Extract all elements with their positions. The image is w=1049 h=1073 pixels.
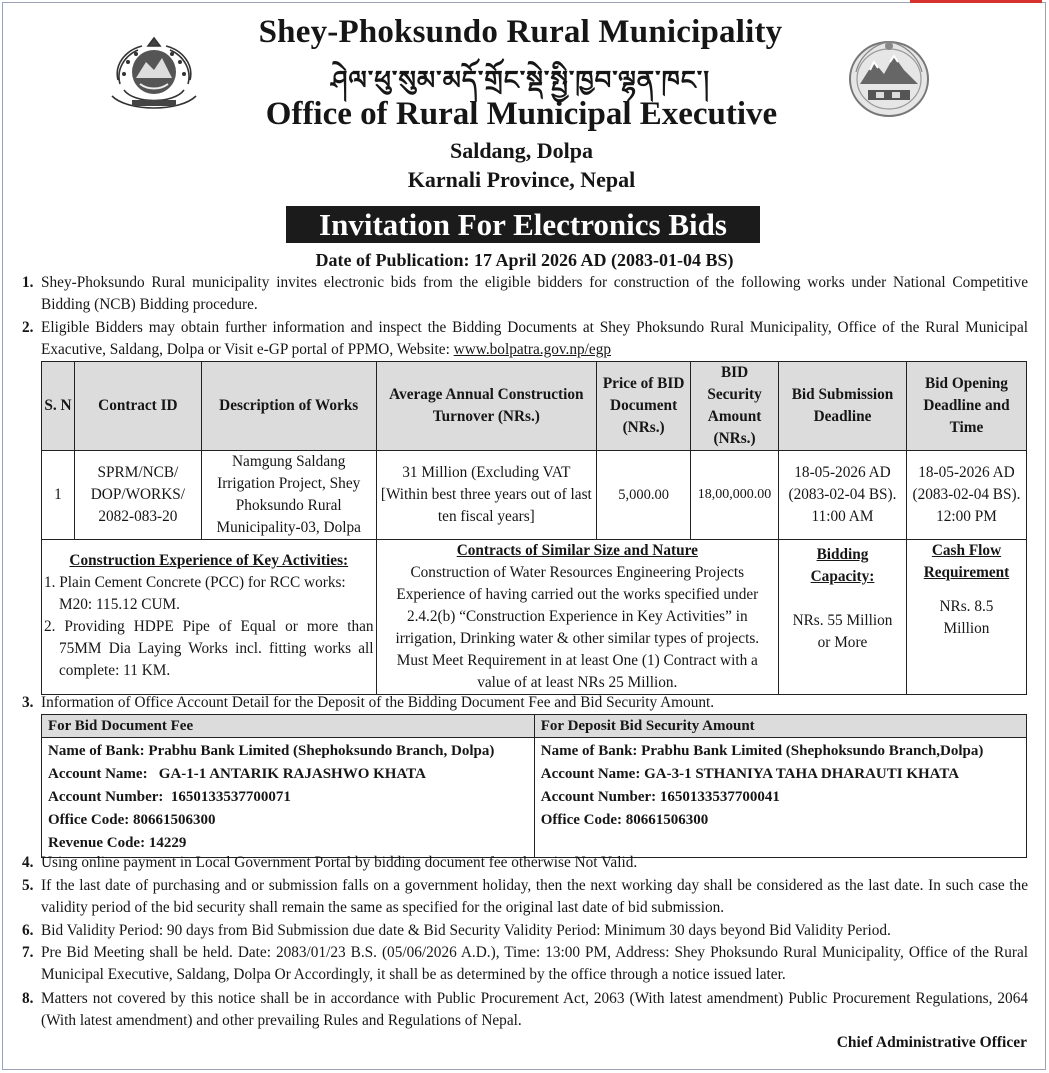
paragraph-number: 5. (22, 877, 34, 894)
similar-contracts-text: Construction of Water Resources Engineering Projects Experience of having carried out the works specified under 2.4.2(b) “Construction Experience in Key Activities” in irrigation, Drinking water & other similar types of projects. Must Meet Requirement in at least One (1) Contract with a value of at least NRs 25 Million. (395, 564, 760, 691)
similar-contracts-heading: Contracts of Similar Size and Nature (456, 542, 698, 559)
key-activities-heading: Construction Experience of Key Activities: (69, 552, 349, 569)
column-header-sn: S. N (42, 362, 75, 451)
security-details (534, 738, 1026, 858)
paragraph-2 (22, 317, 1028, 361)
key-activities-list (44, 572, 374, 682)
paragraph-3 (22, 692, 1028, 714)
cell-cash-flow (906, 540, 1026, 695)
column-header-security: BID Security Amount (NRs.) (691, 362, 779, 451)
paragraph-number: 8. (22, 990, 34, 1007)
cell-bidding-capacity (779, 540, 907, 695)
municipality-title: Shey-Phoksundo Rural Municipality (258, 14, 783, 50)
paragraph-text: Shey-Phoksundo Rural municipality invites electronic bids from the eligible bidders for construction of the following works under National Competitive Bidding (NCB) Bidding procedure. (41, 274, 1028, 313)
paragraph-2-text: Eligible Bidders may obtain further information and inspect the Bidding Documents at Shey Phoksundo Rural Municipality, Office of the Rural Municipal Exacutive, Saldang, Dolpa or Visit e-GP portal of PPMO, Website: (41, 319, 1028, 358)
paragraph-5 (22, 875, 1028, 919)
cell-turnover: 31 Million (Excluding VAT [Within best three years out of last ten fiscal years] (376, 451, 597, 540)
works-table (41, 361, 1027, 695)
cell-security: 18,00,000.00 (691, 451, 779, 540)
paragraph-text: Using online payment in Local Government Portal by bidding document fee otherwise Not Valid. (41, 854, 638, 871)
bidding-capacity-heading: Bidding Capacity: (810, 546, 875, 585)
doc-fee-heading: For Bid Document Fee (42, 715, 535, 738)
paragraph-text: Bid Validity Period: 90 days from Bid Submission due date & Bid Security Validity Period: Minimum 30 days beyond Bid Validity Period. (41, 922, 891, 939)
publication-date: Date of Publication: 17 April 2026 AD (2083-01-04 BS) (315, 250, 734, 270)
security-account-number: Account Number: 1650133537700041 (540, 789, 780, 805)
paragraph-number: 6. (22, 922, 34, 939)
top-accent-bar (910, 0, 1042, 3)
paragraph-number: 4. (22, 854, 34, 871)
requirements-row (42, 540, 1027, 695)
paragraph-1 (22, 272, 1028, 316)
cell-doc-price: 5,000.00 (597, 451, 691, 540)
table-header-row (42, 362, 1027, 451)
bank-details-table (41, 714, 1027, 858)
column-header-doc-price: Price of BID Document (NRs.) (597, 362, 691, 451)
doc-fee-office-code: Office Code: 80661506300 (48, 812, 216, 828)
security-office-code: Office Code: 80661506300 (540, 812, 709, 828)
security-heading: For Deposit Bid Security Amount (534, 715, 1026, 738)
bank-detail-row (42, 738, 1027, 858)
cash-flow-value: NRs. 8.5 Million (939, 598, 994, 637)
cell-sn: 1 (42, 451, 75, 540)
signature-title: Chief Administrative Officer (836, 1034, 1027, 1051)
paragraph-4 (22, 852, 1028, 874)
notice-banner: Invitation For Electronics Bids (286, 206, 760, 243)
doc-fee-account-name: Account Name: GA-1-1 ANTARIK RAJASHWO KHATA (48, 766, 426, 782)
cell-similar-contracts (376, 540, 778, 695)
cell-contract-id: SPRM/NCB/ DOP/WORKS/ 2082-083-20 (74, 451, 201, 540)
municipality-title-tibetan: ཤེལ་ཕུ་སུམ་མདོ་གྲོང་སྡེ་སྤྱི་ཁྱབ་ལྷན་ཁང་། (330, 66, 711, 96)
security-account-name: Account Name: GA-3-1 STHANIYA TAHA DHARAUTI KHATA (540, 766, 960, 782)
paragraph-6 (22, 920, 1028, 942)
paragraph-text (41, 317, 1028, 361)
location-line-1: Saldang, Dolpa (449, 138, 594, 163)
column-header-contract-id: Contract ID (74, 362, 201, 451)
column-header-submission: Bid Submission Deadline (779, 362, 907, 451)
paragraph-number: 1. (22, 274, 34, 291)
paragraph-text: Information of Office Account Detail for the Deposit of the Bidding Document Fee and Bid Security Amount. (41, 694, 715, 711)
list-item: 2. Providing HDPE Pipe of Equal or more than 75MM Dia Laying Works incl. fitting works all complete: 11 KM. (44, 618, 374, 679)
doc-fee-bank-name: Name of Bank: Prabhu Bank Limited (Shephoksundo Branch, Dolpa) (48, 743, 495, 759)
bolpatra-link[interactable]: www.bolpatra.gov.np/egp (453, 341, 611, 358)
paragraph-text: Matters not covered by this notice shall be in accordance with Public Procurement Act, 2063 (With latest amendment) Public Procurement Regulations, 2064 (With latest amendment) and other prevailing Rules and Regulations of Nepal. (41, 990, 1028, 1029)
bidding-capacity-value: NRs. 55 Million or More (792, 612, 893, 651)
doc-fee-account-number: Account Number: 1650133537700071 (48, 789, 291, 805)
cell-description: Namgung Saldang Irrigation Project, Shey Phoksundo Rural Municipality-03, Dolpa (201, 451, 376, 540)
security-bank-name: Name of Bank: Prabhu Bank Limited (Shephoksundo Branch,Dolpa) (540, 743, 984, 759)
office-title: Office of Rural Municipal Executive (265, 96, 778, 132)
location-line-2: Karnali Province, Nepal (407, 167, 636, 192)
doc-fee-revenue-code: Revenue Code: 14229 (48, 835, 187, 851)
paragraph-7 (22, 942, 1028, 986)
column-header-turnover: Average Annual Construction Turnover (NRs.) (376, 362, 597, 451)
paragraph-number: 2. (22, 319, 34, 336)
paragraph-text: If the last date of purchasing and or submission falls on a government holiday, then the next working day shall be considered as the last date. In such case the validity period of the bid security shall remain the same as specified for the original last date of bid submission. (41, 877, 1028, 916)
list-item: 1. Plain Cement Concrete (PCC) for RCC works: M20: 115.12 CUM. (44, 574, 346, 613)
column-header-description: Description of Works (201, 362, 376, 451)
cell-opening: 18-05-2026 AD (2083-02-04 BS). 12:00 PM (906, 451, 1026, 540)
paragraph-number: 3. (22, 694, 34, 711)
cell-submission: 18-05-2026 AD (2083-02-04 BS). 11:00 AM (779, 451, 907, 540)
paragraph-number: 7. (22, 944, 34, 961)
bank-header-row (42, 715, 1027, 738)
doc-fee-details (42, 738, 535, 858)
paragraph-text: Pre Bid Meeting shall be held. Date: 2083/01/23 B.S. (05/06/2026 A.D.), Time: 13:00 PM, Address: Shey Phoksundo Rural Municipality, Office of the Rural Municipal Executive, Saldang, Dolpa Or Accordingly, it shall be as determined by the office through a notice issued later. (41, 944, 1028, 983)
cell-key-activities (42, 540, 377, 695)
table-row (42, 451, 1027, 540)
cash-flow-heading: Cash Flow Requirement (923, 542, 1010, 581)
paragraph-8 (22, 988, 1028, 1032)
column-header-opening: Bid Opening Deadline and Time (906, 362, 1026, 451)
